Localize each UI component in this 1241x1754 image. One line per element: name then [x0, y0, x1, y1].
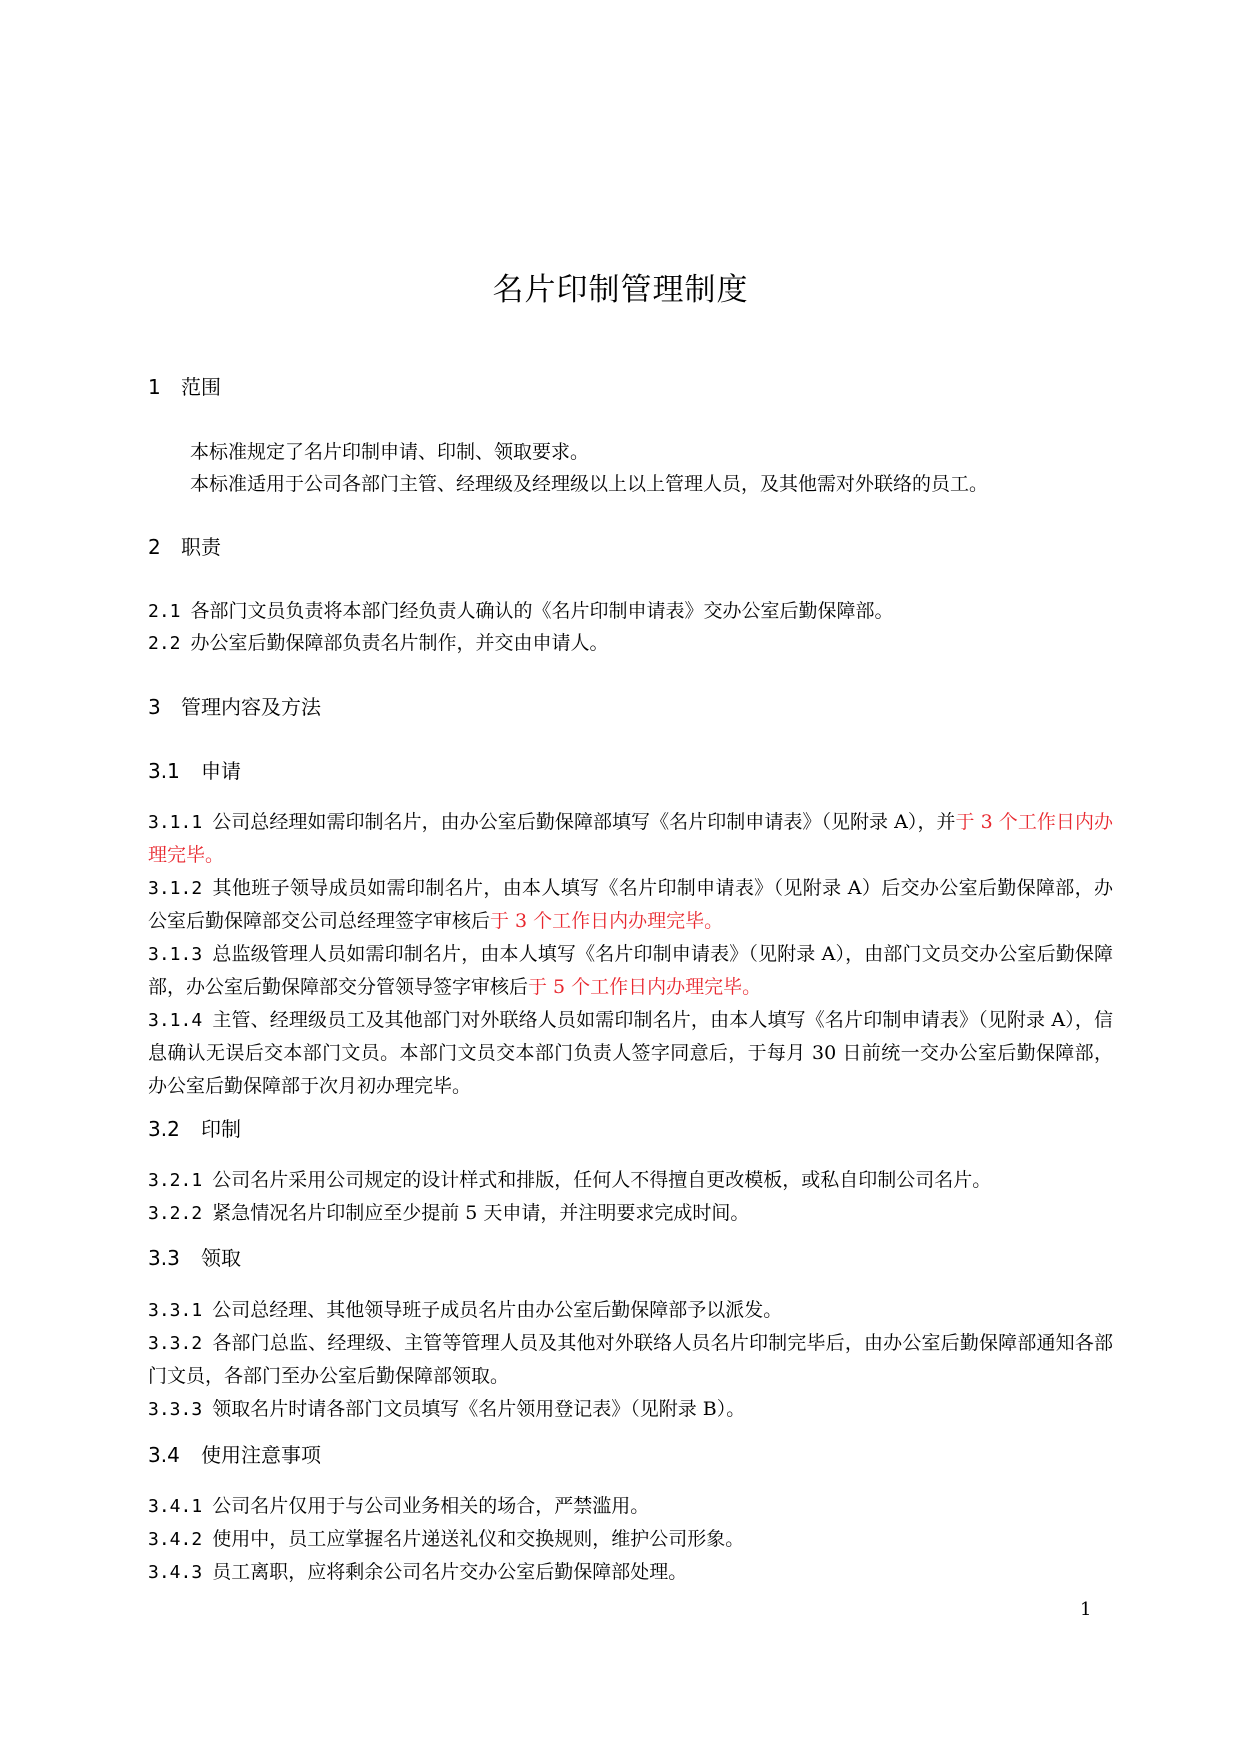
- subsection-number: 3.4: [148, 1443, 180, 1467]
- deadline-highlight: 于 3 个工作日内办理完毕。: [490, 910, 724, 932]
- subsection-heading-printing: [148, 1114, 241, 1144]
- item-number: 3.3.1: [148, 1300, 203, 1321]
- clause-3-4-3: [148, 1556, 1113, 1589]
- subsection-title: 使用注意事项: [201, 1443, 321, 1467]
- item-number: 3.1.3: [148, 944, 203, 965]
- item-number: 3.4.3: [148, 1562, 203, 1583]
- clause-3-2-1: [148, 1164, 1113, 1197]
- subsection-heading-application: [148, 756, 241, 786]
- item-text: 领取名片时请各部门文员填写《名片领用登记表》（见附录 B）。: [212, 1398, 746, 1420]
- clause-3-1-1: [148, 806, 1113, 872]
- item-text: 公司名片仅用于与公司业务相关的场合，严禁滥用。: [212, 1495, 650, 1517]
- item-number: 3.4.2: [148, 1529, 203, 1550]
- item-number: 3.4.1: [148, 1496, 203, 1517]
- section-heading-scope: [148, 372, 221, 402]
- clause-3-1-4: [148, 1004, 1113, 1103]
- subsection-title: 申请: [201, 759, 241, 783]
- item-text: 紧急情况名片印制应至少提前 5 天申请，并注明要求完成时间。: [212, 1202, 750, 1224]
- subsection-number: 3.2: [148, 1117, 180, 1141]
- duty-item-2-2: [148, 627, 1113, 660]
- section-number: 2: [148, 535, 161, 559]
- item-text: 各部门文员负责将本部门经负责人确认的《名片印制申请表》交办公室后勤保障部。: [190, 600, 894, 622]
- clause-3-3-3: [148, 1393, 1113, 1426]
- subsection-heading-collection: [148, 1243, 241, 1273]
- section-heading-duties: [148, 532, 221, 562]
- item-text: 公司总经理如需印制名片，由办公室后勤保障部填写《名片印制申请表》（见附录 A），并: [212, 811, 956, 833]
- deadline-highlight: 于 5 个工作日内办理完毕。: [528, 976, 762, 998]
- section-title: 管理内容及方法: [181, 695, 321, 719]
- item-text: 各部门总监、经理级、主管等管理人员及其他对外联络人员名片印制完毕后，由办公室后勤保障部通知各部门文员，各部门至办公室后勤保障部领取。: [148, 1332, 1113, 1387]
- clause-3-4-2: [148, 1523, 1113, 1556]
- scope-paragraph-1: 本标准规定了名片印制申请、印制、领取要求。: [190, 441, 590, 463]
- item-number: 2.2: [148, 633, 181, 654]
- clause-3-4-1: [148, 1490, 1113, 1523]
- scope-paragraph-2: 本标准适用于公司各部门主管、经理级及经理级以上以上管理人员，及其他需对外联络的员工。: [190, 473, 989, 495]
- subsection-title: 领取: [201, 1246, 241, 1270]
- clause-3-1-3: [148, 938, 1113, 1004]
- page-number: 1: [1080, 1599, 1092, 1620]
- clause-3-3-2: [148, 1327, 1113, 1393]
- section-number: 1: [148, 375, 161, 399]
- item-number: 3.3.3: [148, 1399, 203, 1420]
- clause-3-2-2: [148, 1197, 1113, 1230]
- item-text: 公司名片采用公司规定的设计样式和排版，任何人不得擅自更改模板，或私自印制公司名片。: [212, 1169, 992, 1191]
- item-text: 使用中，员工应掌握名片递送礼仪和交换规则，维护公司形象。: [212, 1528, 745, 1550]
- section-number: 3: [148, 695, 161, 719]
- subsection-heading-usage-notes: [148, 1440, 321, 1470]
- subsection-number: 3.1: [148, 759, 180, 783]
- item-text: 办公室后勤保障部负责名片制作，并交由申请人。: [190, 632, 609, 654]
- subsection-number: 3.3: [148, 1246, 180, 1270]
- clause-3-3-1: [148, 1294, 1113, 1327]
- item-number: 2.1: [148, 601, 181, 622]
- item-text: 主管、经理级员工及其他部门对外联络人员如需印制名片，由本人填写《名片印制申请表》（见附录 A），信息确认无误后交本部门文员。本部门文员交本部门负责人签字同意后，于每月 30 日前统一交办公室后勤保障部，办公室后勤保障部于次月初办理完毕。: [148, 1009, 1113, 1097]
- duty-item-2-1: [148, 595, 1113, 628]
- section-title: 职责: [181, 535, 221, 559]
- item-text: 公司总经理、其他领导班子成员名片由办公室后勤保障部予以派发。: [212, 1299, 783, 1321]
- item-number: 3.1.2: [148, 878, 203, 899]
- item-number: 3.1.1: [148, 812, 203, 833]
- document-title: 名片印制管理制度: [492, 272, 749, 308]
- item-number: 3.2.2: [148, 1203, 203, 1224]
- deadline-highlight: 于 3 个工作日内办理完毕。: [148, 811, 1113, 866]
- item-number: 3.3.2: [148, 1333, 203, 1354]
- section-heading-management: [148, 692, 321, 722]
- section-title: 范围: [181, 375, 221, 399]
- item-number: 3.1.4: [148, 1010, 203, 1031]
- item-text: 总监级管理人员如需印制名片，由本人填写《名片印制申请表》（见附录 A），由部门文员交办公室后勤保障部，办公室后勤保障部交分管领导签字审核后: [148, 943, 1113, 998]
- item-text: 员工离职，应将剩余公司名片交办公室后勤保障部处理。: [212, 1561, 688, 1583]
- item-text: 其他班子领导成员如需印制名片，由本人填写《名片印制申请表》（见附录 A）后交办公室后勤保障部，办公室后勤保障部交公司总经理签字审核后: [148, 877, 1113, 932]
- subsection-title: 印制: [201, 1117, 241, 1141]
- item-number: 3.2.1: [148, 1170, 203, 1191]
- clause-3-1-2: [148, 872, 1113, 938]
